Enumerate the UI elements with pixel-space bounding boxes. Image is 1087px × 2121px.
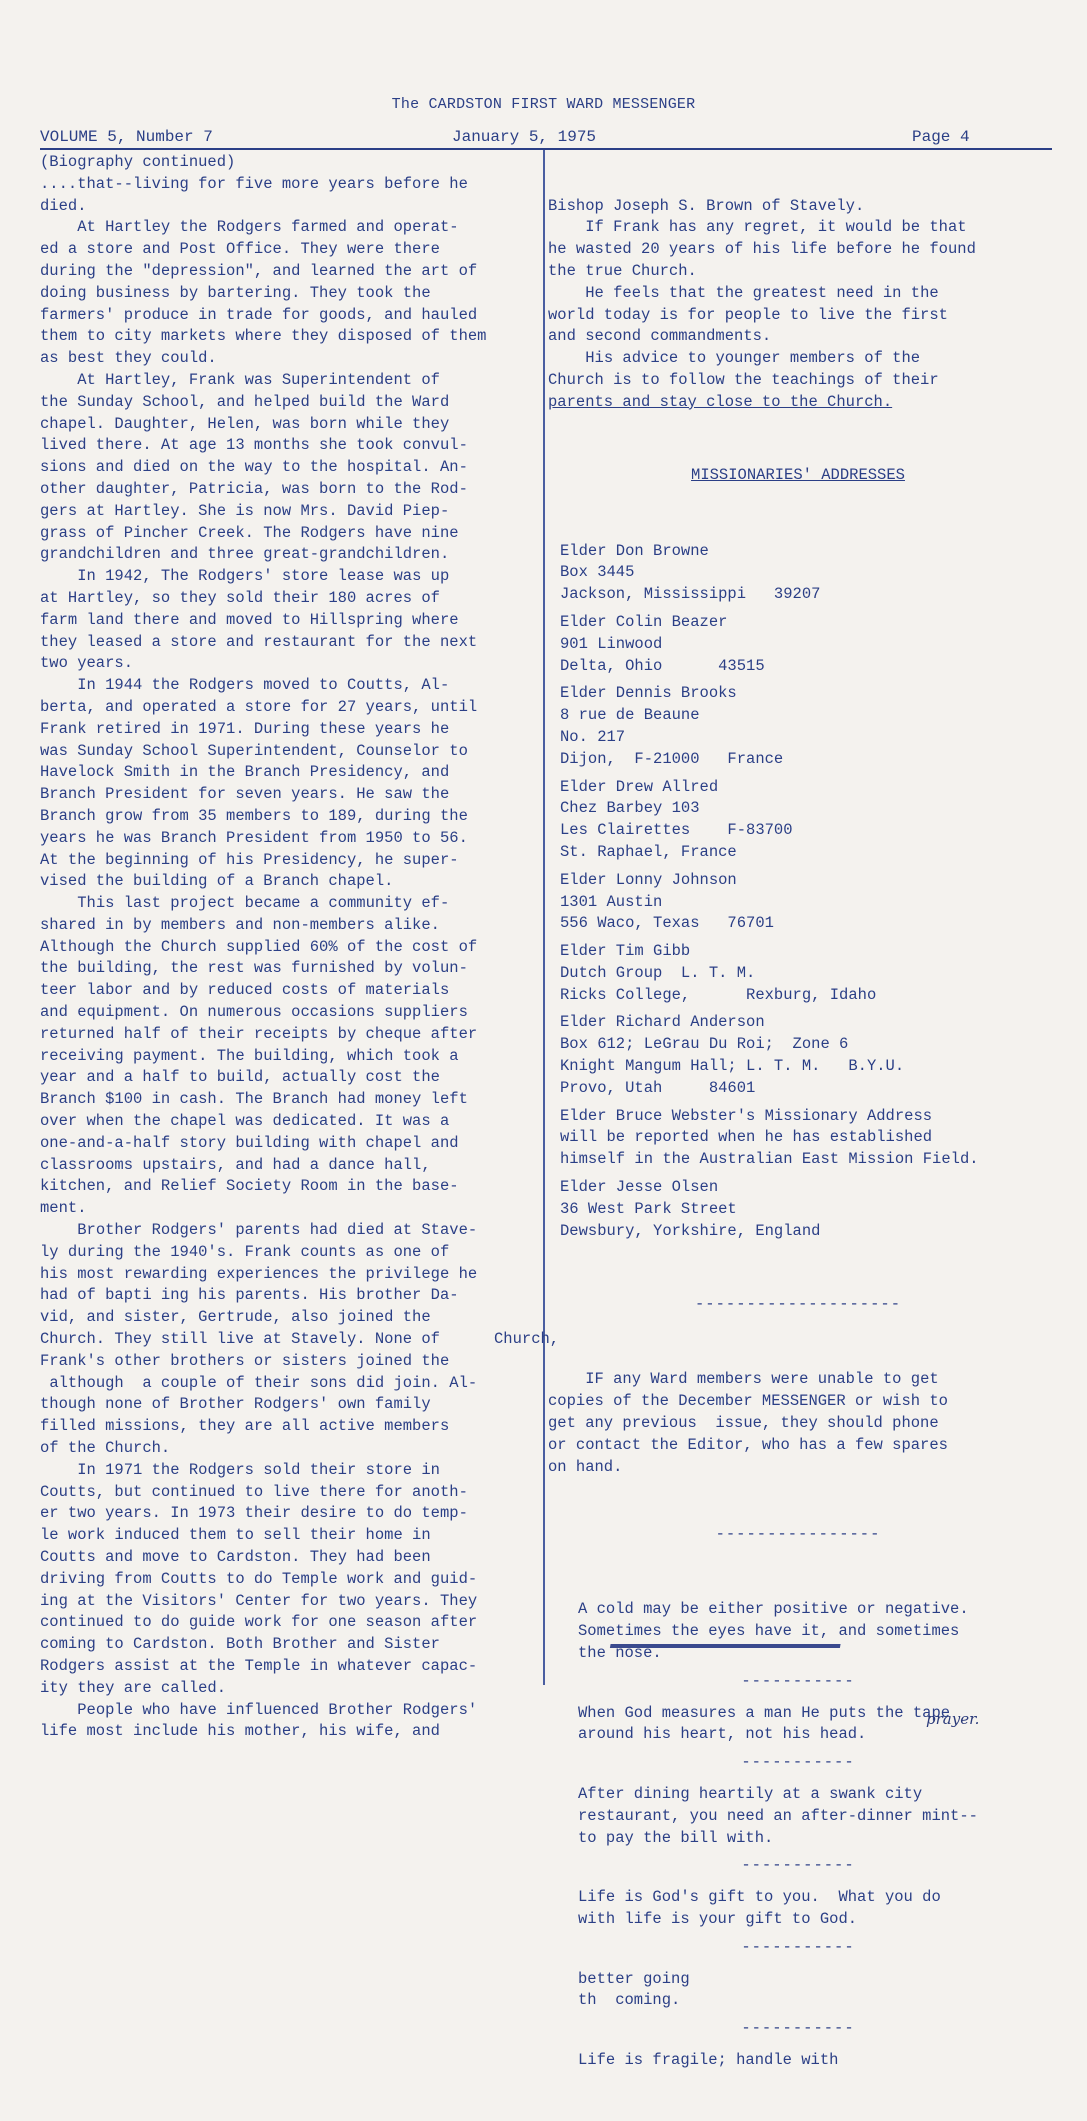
address-line: Dijon, F-21000 France bbox=[560, 749, 784, 768]
biography-line: coming to Cardston. Both Brother and Sister bbox=[40, 1635, 440, 1654]
biography-line: farm land there and moved to Hillspring where bbox=[40, 610, 459, 629]
page-number: Page 4 bbox=[912, 128, 970, 146]
biography-line: though none of Brother Rodgers' own family bbox=[40, 1395, 431, 1414]
biography-line: classrooms upstairs, and had a dance hall, bbox=[40, 1155, 431, 1174]
quip bbox=[578, 2050, 1048, 2072]
biography-line: Frank retired in 1971. During these years he bbox=[40, 719, 450, 738]
quip-line: better going bbox=[578, 1969, 690, 1988]
biography-line: Frank's other brothers or sisters joined the bbox=[40, 1351, 450, 1370]
missionary-name: Elder Don Browne bbox=[560, 541, 709, 560]
address-line: Chez Barbey 103 bbox=[560, 799, 700, 818]
address-line: 556 Waco, Texas 76701 bbox=[560, 914, 774, 933]
address-line: Les Clairettes F-83700 bbox=[560, 821, 793, 840]
separator: ----------- bbox=[741, 2019, 855, 2038]
biography-line: the building, the rest was furnished by volun- bbox=[40, 959, 468, 978]
address-line: Dewsbury, Yorkshire, England bbox=[560, 1221, 821, 1240]
quip-line: Sometimes the eyes have it, and sometimes bbox=[578, 1622, 960, 1641]
biography-line: had of bapti ing his parents. His brother Da- bbox=[40, 1286, 459, 1305]
address-line: 36 West Park Street bbox=[560, 1199, 737, 1218]
biography-line: other daughter, Patricia, was born to the Rod- bbox=[40, 479, 468, 498]
address-line: Knight Mangum Hall; L. T. M. B.Y.U. bbox=[560, 1057, 905, 1076]
messenger-notice bbox=[548, 1369, 1048, 1478]
address-line: 8 rue de Beaune bbox=[560, 706, 700, 725]
biography-line: At the beginning of his Presidency, he super- bbox=[40, 850, 459, 869]
missionary-address bbox=[560, 1177, 1048, 1242]
biography-line: life most include his mother, his wife, and bbox=[40, 1722, 440, 1741]
missionary-name: Elder Dennis Brooks bbox=[560, 684, 737, 703]
missionary-address-list bbox=[548, 541, 1048, 1243]
address-line: 901 Linwood bbox=[560, 634, 663, 653]
biography-line: filled missions, they are all active members bbox=[40, 1417, 450, 1436]
missionary-address bbox=[560, 941, 1048, 1006]
missionary-name: Elder Jesse Olsen bbox=[560, 1178, 719, 1197]
quip-line: When God measures a man He puts the tape bbox=[578, 1703, 951, 1722]
quip bbox=[578, 1784, 1048, 1849]
header-rule bbox=[40, 148, 1052, 150]
issue-date: January 5, 1975 bbox=[452, 128, 597, 146]
notice-line: on hand. bbox=[548, 1457, 623, 1476]
missionary-name: Elder Tim Gibb bbox=[560, 942, 691, 961]
biography-line: Branch President for seven years. He saw the bbox=[40, 785, 450, 804]
biography-line: ed a store and Post Office. They were there bbox=[40, 240, 440, 259]
right-column bbox=[548, 152, 1048, 2121]
missionary-name: Elder Lonny Johnson bbox=[560, 870, 737, 889]
biography-line: at Hartley, so they sold their 180 acres of bbox=[40, 588, 440, 607]
address-line: Delta, Ohio 43515 bbox=[560, 656, 765, 675]
quip-line: After dining heartily at a swank city bbox=[578, 1784, 923, 1803]
biography-line: ity they are called. bbox=[40, 1678, 227, 1697]
biography-line: Brother Rodgers' parents had died at Stave- bbox=[40, 1221, 478, 1240]
biography-line: At Hartley the Rodgers farmed and operat- bbox=[40, 218, 459, 237]
volume-label: VOLUME 5, Number 7 bbox=[40, 128, 213, 146]
missionary-name: Elder Drew Allred bbox=[560, 777, 719, 796]
biography-line: Coutts, but continued to live there for anoth- bbox=[40, 1482, 468, 1501]
biography-line: although a couple of their sons did join. Al- bbox=[40, 1373, 478, 1392]
quip-line: around his heart, not his head. bbox=[578, 1725, 867, 1744]
biography-line: was Sunday School Superintendent, Counselor to bbox=[40, 741, 468, 760]
biography-line: Branch $100 in cash. The Branch had money left bbox=[40, 1090, 468, 1109]
address-line: Jackson, Mississippi 39207 bbox=[560, 585, 821, 604]
missionary-address bbox=[560, 1106, 1048, 1171]
missionary-address bbox=[560, 777, 1048, 864]
address-line: himself in the Australian East Mission Field. bbox=[560, 1150, 979, 1169]
address-line: Box 3445 bbox=[560, 563, 635, 582]
missionary-address bbox=[560, 1012, 1048, 1099]
biography-line: If Frank has any regret, it would be that bbox=[548, 218, 967, 237]
biography-line: berta, and operated a store for 27 years, until bbox=[40, 697, 478, 716]
biography-line: Coutts and move to Cardston. They had been bbox=[40, 1548, 431, 1566]
biography-conclusion bbox=[548, 196, 1048, 414]
quip bbox=[578, 1887, 1048, 1931]
biography-line: grass of Pincher Creek. The Rodgers have nine bbox=[40, 523, 459, 542]
separator: ----------- bbox=[741, 1937, 855, 1956]
masthead: The CARDSTON FIRST WARD MESSENGER bbox=[391, 96, 696, 113]
biography-line: gers at Hartley. She is now Mrs. David Piep- bbox=[40, 501, 450, 520]
address-line: Dutch Group L. T. M. bbox=[560, 963, 756, 982]
address-line: St. Raphael, France bbox=[560, 842, 737, 861]
biography-line: teer labor and by reduced costs of materials bbox=[40, 981, 450, 1000]
biography-line: died. bbox=[40, 196, 87, 215]
biography-line: He feels that the greatest need in the bbox=[548, 283, 939, 302]
biography-line: His advice to younger members of the bbox=[548, 349, 921, 368]
biography-line: grandchildren and three great-grandchildren. bbox=[40, 545, 450, 564]
biography-line: ment. bbox=[40, 1199, 87, 1218]
biography-line: the Sunday School, and helped build the Ward bbox=[40, 392, 450, 411]
biography-line: and second commandments. bbox=[548, 327, 772, 346]
biography-line: kitchen, and Relief Society Room in the base- bbox=[40, 1177, 459, 1196]
biography-line: In 1944 the Rodgers moved to Coutts, Al- bbox=[40, 676, 450, 695]
biography-line: years he was Branch President from 1950 to 56. bbox=[40, 828, 468, 847]
missionary-name: Elder Richard Anderson bbox=[560, 1013, 765, 1032]
quip-line: Life is fragile; handle with bbox=[578, 2050, 839, 2069]
biography-line: shared in by members and non-members alike. bbox=[40, 915, 440, 934]
biography-line: ly during the 1940's. Frank counts as one of bbox=[40, 1242, 450, 1261]
quip bbox=[578, 1969, 1048, 2013]
missionary-name: Elder Bruce Webster's Missionary Address bbox=[560, 1106, 933, 1125]
biography-line: parents and stay close to the Church. bbox=[548, 392, 893, 411]
biography-line: (Biography continued) bbox=[40, 153, 236, 171]
biography-line: during the "depression", and learned the art of bbox=[40, 261, 478, 280]
biography-line: farmers' produce in trade for goods, and hauled bbox=[40, 305, 478, 324]
biography-line: his most rewarding experiences the privilege he bbox=[40, 1264, 478, 1283]
missionary-name: Elder Colin Beazer bbox=[560, 612, 728, 631]
biography-line: doing business by bartering. They took the bbox=[40, 283, 431, 302]
biography-line: two years. bbox=[40, 654, 134, 673]
margin-word: Church, bbox=[494, 1330, 560, 1348]
biography-line: he wasted 20 years of his life before he found bbox=[548, 240, 976, 259]
biography-line: returned half of their receipts by cheque after bbox=[40, 1024, 478, 1043]
separator: ----------- bbox=[741, 1753, 855, 1772]
quip-line: th coming. bbox=[578, 1991, 681, 2010]
biography-line: over when the chapel was dedicated. It was a bbox=[40, 1112, 450, 1131]
notice-line: or contact the Editor, who has a few spares bbox=[548, 1435, 948, 1454]
biography-line: le work induced them to sell their home in bbox=[40, 1526, 431, 1545]
missionaries-heading: MISSIONARIES' ADDRESSES bbox=[691, 466, 905, 485]
missionary-address bbox=[560, 870, 1048, 935]
biography-line: receiving payment. The building, which took a bbox=[40, 1046, 459, 1065]
quip-line: Life is God's gift to you. What you do bbox=[578, 1888, 941, 1907]
biography-line: continued to do guide work for one season after bbox=[40, 1613, 478, 1632]
address-line: 1301 Austin bbox=[560, 892, 663, 911]
address-line: Ricks College, Rexburg, Idaho bbox=[560, 985, 877, 1004]
biography-line: year and a half to build, actually cost the bbox=[40, 1068, 440, 1087]
biography-line: Rodgers assist at the Temple in whatever capac- bbox=[40, 1656, 478, 1675]
biography-line: vid, and sister, Gertrude, also joined the bbox=[40, 1308, 431, 1327]
handwritten-note: prayer. bbox=[926, 1710, 980, 1728]
biography-line: In 1942, The Rodgers' store lease was up bbox=[40, 567, 450, 586]
biography-line: one-and-a-half story building with chapel and bbox=[40, 1133, 459, 1152]
quip-line: A cold may be either positive or negative. bbox=[578, 1600, 969, 1619]
quip-line: restaurant, you need an after-dinner mint-- bbox=[578, 1806, 978, 1825]
biography-line: Church is to follow the teachings of their bbox=[548, 370, 939, 389]
notice-line: copies of the December MESSENGER or wish to bbox=[548, 1392, 948, 1411]
biography-line: as best they could. bbox=[40, 349, 217, 368]
biography-line: This last project became a community ef- bbox=[40, 894, 450, 913]
separator: ----------- bbox=[741, 1671, 855, 1690]
address-line: will be reported when he has established bbox=[560, 1128, 933, 1147]
separator: -------------------- bbox=[694, 1295, 902, 1314]
biography-line: Church. They still live at Stavely. None of bbox=[40, 1330, 440, 1349]
biography-line: er two years. In 1973 their desire to do temp- bbox=[40, 1504, 468, 1523]
biography-line: ing at the Visitors' Center for two years. They bbox=[40, 1591, 478, 1610]
quip-line: with life is your gift to God. bbox=[578, 1909, 858, 1928]
address-line: No. 217 bbox=[560, 727, 626, 746]
crossed-out-text bbox=[610, 1624, 844, 1648]
biography-line: vised the building of a Branch chapel. bbox=[40, 872, 394, 891]
biography-line: the true Church. bbox=[548, 261, 697, 280]
biography-line: they leased a store and restaurant for the next bbox=[40, 632, 478, 651]
biography-line: Bishop Joseph S. Brown of Stavely. bbox=[548, 196, 865, 215]
biography-line: In 1971 the Rodgers sold their store in bbox=[40, 1460, 440, 1479]
biography-line: of the Church. bbox=[40, 1439, 171, 1458]
address-line: Provo, Utah 84601 bbox=[560, 1078, 756, 1097]
biography-line: People who have influenced Brother Rodgers' bbox=[40, 1700, 478, 1719]
notice-line: IF any Ward members were unable to get bbox=[548, 1370, 939, 1389]
missionary-address bbox=[560, 541, 1048, 606]
separator: ----------- bbox=[741, 1856, 855, 1875]
quips-list bbox=[548, 1599, 1048, 2071]
biography-line: Havelock Smith in the Branch Presidency, and bbox=[40, 763, 450, 782]
biography-line: ....that--living for five more years before he bbox=[40, 174, 468, 193]
biography-line: Branch grow from 35 members to 189, during the bbox=[40, 806, 468, 825]
missionary-address bbox=[560, 612, 1048, 677]
quip-line: the nose. bbox=[578, 1644, 662, 1662]
biography-line: world today is for people to live the first bbox=[548, 305, 948, 324]
biography-line: sions and died on the way to the hospital. An- bbox=[40, 458, 468, 477]
biography-line: Although the Church supplied 60% of the cost of bbox=[40, 937, 478, 956]
biography-line: and equipment. On numerous occasions suppliers bbox=[40, 1003, 468, 1022]
biography-line: them to city markets where they disposed of them bbox=[40, 327, 487, 346]
separator: ---------------- bbox=[715, 1525, 881, 1544]
biography-line: chapel. Daughter, Helen, was born while they bbox=[40, 414, 450, 433]
biography-line: driving from Coutts to do Temple work and guid- bbox=[40, 1569, 478, 1588]
notice-line: get any previous issue, they should phone bbox=[548, 1414, 939, 1433]
biography-line: At Hartley, Frank was Superintendent of bbox=[40, 370, 440, 389]
quip-line: to pay the bill with. bbox=[578, 1828, 774, 1847]
missionary-address bbox=[560, 683, 1048, 770]
column-divider bbox=[543, 150, 545, 1685]
biography-line: lived there. At age 13 months she took convul- bbox=[40, 436, 468, 455]
address-line: Box 612; LeGrau Du Roi; Zone 6 bbox=[560, 1035, 849, 1054]
left-column-biography bbox=[40, 152, 540, 1743]
